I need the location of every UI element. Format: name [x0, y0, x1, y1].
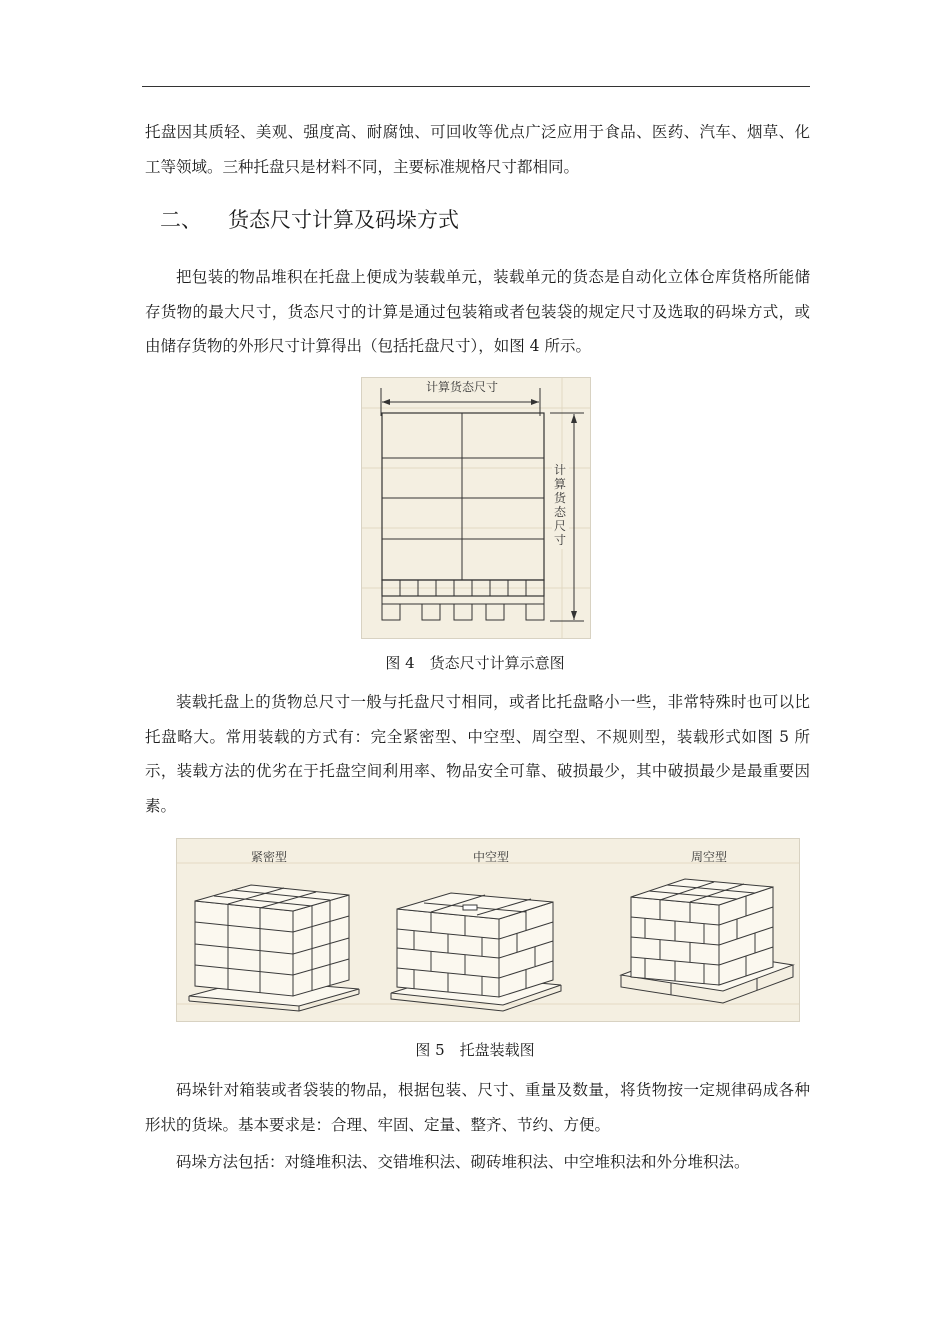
figure-4-height-char-3: 货 — [553, 491, 567, 505]
section-heading — [160, 200, 459, 240]
figure-5-diagram — [176, 838, 800, 1022]
paragraph-pallet-materials: 托盘因其质轻、美观、强度高、耐腐蚀、可回收等优点广泛应用于食品、医药、汽车、烟草、化工等领域。三种托盘只是材料不同，主要标准规格尺寸都相同。 — [145, 123, 810, 176]
section-number: 二、 — [160, 208, 202, 232]
figure-4-svg — [362, 378, 590, 638]
stack-hollow — [391, 893, 561, 1011]
figure-4-height-char-1: 计 — [553, 463, 567, 477]
stack-dense — [189, 885, 359, 1011]
paragraph-stacking-methods: 码垛方法包括：对缝堆积法、交错堆积法、砌砖堆积法、中空堆积法和外分堆积法。 — [176, 1153, 750, 1171]
section-title: 货态尺寸计算及码垛方式 — [228, 208, 459, 232]
figure-5-label-perimeter: 周空型 — [690, 850, 728, 864]
paragraph-loading-methods: 装载托盘上的货物总尺寸一般与托盘尺寸相同，或者比托盘略小一些，非常特殊时也可以比托盘略大。常用装载的方式有：完全紧密型、中空型、周空型、不规则型，装载形式如图 5 所示，装载方法的优劣在于托盘空间利用率、物品安全可靠、破损最少，其中破损最少是最重要因素。 — [145, 693, 810, 815]
paragraph-stacking-definition: 码垛针对箱装或者袋装的物品，根据包装、尺寸、重量及数量，将货物按一定规律码成各种形状的货垛。基本要求是：合理、牢固、定量、整齐、节约、方便。 — [145, 1081, 810, 1134]
figure-4-height-char-4: 态 — [553, 505, 567, 519]
header-rule — [142, 86, 810, 87]
figure-4-width-label: 计算货态尺寸 — [425, 380, 499, 394]
figure-4-caption: 图 4 货态尺寸计算示意图 — [385, 654, 565, 672]
paragraph-load-unit: 把包装的物品堆积在托盘上便成为装载单元，装载单元的货态是自动化立体仓库货格所能储存货物的最大尺寸，货态尺寸的计算是通过包装箱或者包装袋的规定尺寸及选取的码垛方式，或由储存货物的外形尺寸计算得出（包括托盘尺寸），如图 4 所示。 — [145, 268, 810, 355]
figure-4-height-char-6: 寸 — [553, 533, 567, 547]
figure-4-height-char-2: 算 — [553, 477, 567, 491]
figure-5-label-dense: 紧密型 — [250, 850, 288, 864]
figure-5-svg — [177, 839, 799, 1021]
figure-4-height-char-5: 尺 — [553, 519, 567, 533]
figure-4-diagram — [361, 377, 591, 639]
figure-5-label-hollow: 中空型 — [472, 850, 510, 864]
figure-5-caption: 图 5 托盘装载图 — [415, 1041, 535, 1059]
